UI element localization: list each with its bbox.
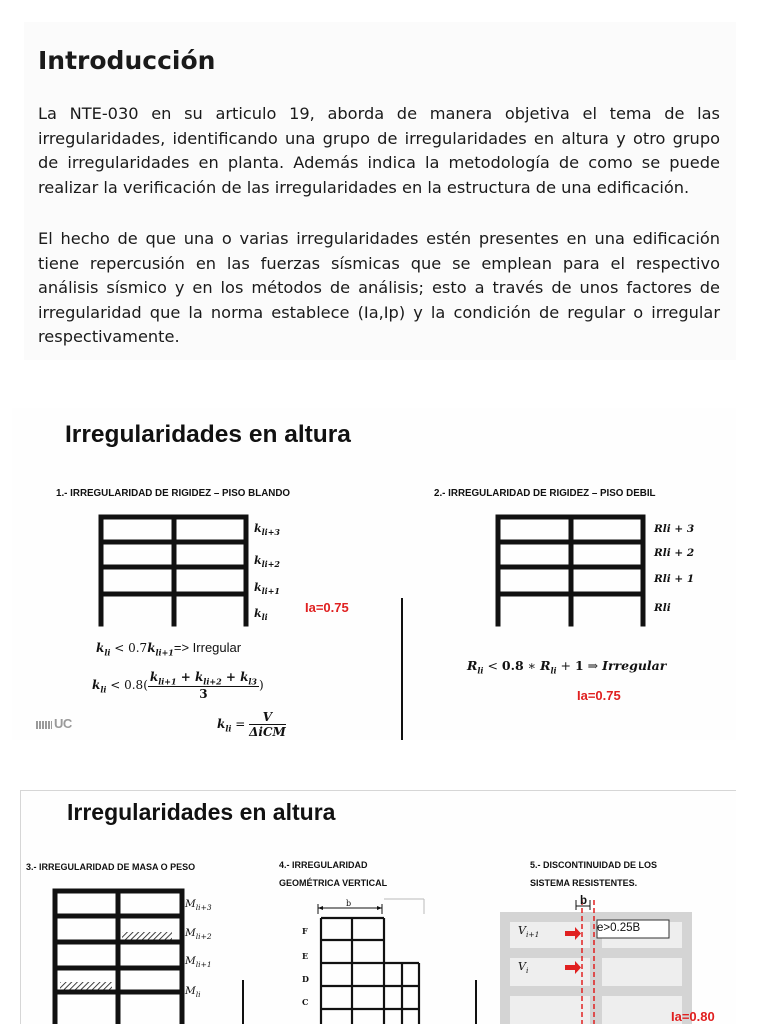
irregularities-slide-2 [20,790,736,1024]
intro-paragraph-1: La NTE-030 en su articulo 19, aborda de manera objetiva el tema de las irregularidades, identificando una grupo de irregularidades en altura y otro grupo de irregularidades en planta. Además indica la metodología de como se puede realizar la verificación de las irregularidades en la estructura de una edificación. [38,104,720,197]
dimension-b-label: b [346,899,352,908]
divider-line-1 [242,980,244,1024]
uc-logo: UC [36,716,72,731]
frame-diagram-soft-story [98,514,258,626]
divider-line [401,598,403,740]
section-4-heading-line-1: 4.- IRREGULARIDAD [279,860,368,870]
dimension-b-label: b [580,895,588,907]
section-5-heading-line-2: SISTEMA RESISTENTES. [530,878,638,888]
divider-line-2 [475,980,477,1024]
label-k-li1: $k_{li+1}$ [254,581,280,597]
slide-border-left [20,790,21,1024]
label-m-li: $M_{li}$ [185,985,201,1000]
frame-diagram-weak-story [495,514,655,626]
ia-value-3: Ia=0.80 [671,1009,715,1024]
label-v-i: $V_i$ [518,960,529,976]
ia-value-1: Ia=0.75 [305,600,349,615]
level-label-f: F [302,926,308,936]
formula-stiffness: $k_{li}$ = $\frac{V}{\text{ΔiCM}}$ [217,710,286,739]
irregularities-slide-1 [12,408,736,740]
formula-soft-story-1: $k_{li} < 0.7k_{li+1}=>$ Irregular [96,640,242,658]
geometric-irregularity-diagram [314,900,424,1024]
slide-title: Irregularidades en altura [67,799,336,825]
formula-soft-story-2: $k_{li} < 0.8$( $\frac{k_{li+1} + k_{li+2} + k_{l3}}{3}$ ) [92,670,264,702]
label-k-li: $k_{li}$ [254,607,268,623]
intro-slide [24,22,736,360]
label-v-i1: $V_{i+1}$ [518,924,540,940]
ia-value-2: Ia=0.75 [577,688,621,703]
label-k-li3: $k_{li+3}$ [254,522,280,538]
logo-stripes-icon [36,721,52,729]
label-r-li3: Rli + 3 [654,523,695,535]
label-m-li3: $M_{li+3}$ [185,898,212,913]
label-m-li2: $M_{li+2}$ [185,927,212,942]
slide-border-top [20,790,736,791]
frame-diagram-mass [52,888,200,1024]
label-r-li2: Rli + 2 [654,547,695,559]
section-4-heading-line-2: GEOMÉTRICA VERTICAL [279,878,388,888]
label-k-li2: $k_{li+2}$ [254,554,280,570]
section-3-heading: 3.- IRREGULARIDAD DE MASA O PESO [26,862,196,872]
intro-title: Introducción [38,46,216,75]
section-1-heading: 1.- IRREGULARIDAD DE RIGIDEZ – PISO BLANDO [56,488,291,499]
level-label-c: C [302,997,309,1007]
level-label-e: E [302,951,309,961]
label-r-li: Rli [654,602,671,614]
section-2-heading: 2.- IRREGULARIDAD DE RIGIDEZ – PISO DEBIL [434,488,656,499]
formula-weak-story: $R_{li} < 0.8$ ∗ $R_{li} + 1$ ⇒ Irregular [467,658,667,676]
level-label-d: D [302,974,309,984]
discontinuity-frame-diagram [500,900,700,1024]
eccentricity-label: e>0.25B [597,922,641,934]
label-r-li1: Rli + 1 [654,573,695,585]
slide-title: Irregularidades en altura [65,421,351,448]
intro-paragraph-2: El hecho de que una o varias irregularidades estén presentes en una edificación tiene repercusión en las fuerzas sísmicas que se emplean para el respectivo análisis sísmico y en los métodos de análisis; esto a través de unos factores de irregularidad que la norma establece (Ia,Ip) y la condición de regular o irregular respectivamente. [38,229,720,347]
label-m-li1: $M_{li+1}$ [185,955,212,970]
section-5-heading-line-1: 5.- DISCONTINUIDAD DE LOS [530,860,658,870]
